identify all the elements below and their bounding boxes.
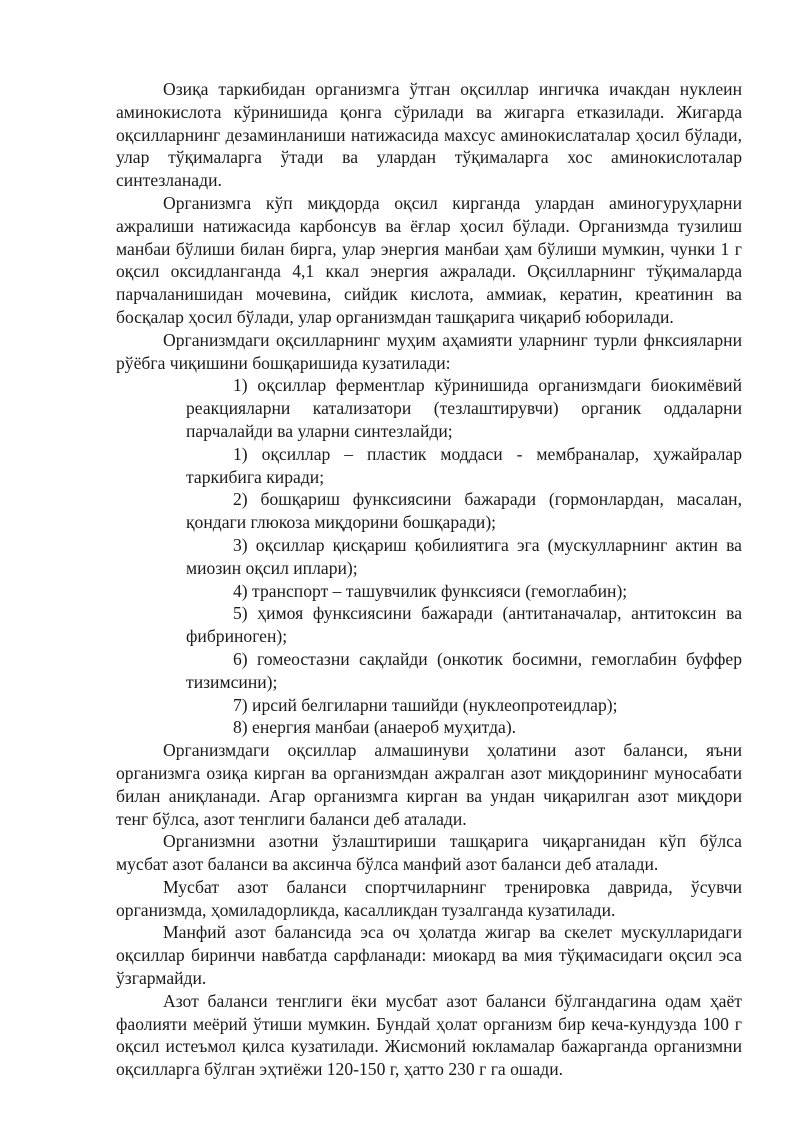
paragraph-positive-negative-balance: Организмни азотни ўзлаштириши ташқарига чиқарганидан кўп бўлса мусбат азот баланси ва аксинча бўлса манфий азот баланси деб аталади.: [116, 831, 742, 875]
paragraph-negative-balance: Манфий азот балансида эса оч ҳолатда жигар ва скелет мускулларидаги оқсиллар биринчи навбатда сарфланади: миокард ва мия тўқимасидаги оқсил эса ўзгармайди.: [116, 922, 742, 989]
list-item: 2) бошқариш функсиясини бажаради (гормонлардан, масалан, қондаги глюкоза миқдорини бошқаради);: [186, 489, 742, 533]
list-item: 8) енергия манбаи (анаероб муҳитда).: [233, 717, 517, 738]
paragraph-protein-requirement: Азот баланси тенглиги ёки мусбат азот баланси бўлгандагина одам ҳаёт фаолияти меёрий ўтиши мумкин. Бундай ҳолат организм бир кеча-кундузда 100 г оқсил истеъмол қилса кузатилади. Жисмоний юкламалар бажарганда организмни оқсилларга бўлган эҳтиёжи 120-150 г, ҳатто 230 г га ошади.: [116, 990, 742, 1080]
list-item: 1) оқсиллар – пластик моддаси - мембраналар, ҳужайралар таркибига киради;: [186, 443, 742, 487]
list-item: 1) оқсиллар ферментлар кўринишида организмдаги биокимёвий реакцияларни катализатори (тезлаштирувчи) органик оддаларни парчалайди ва уларни синтезлайди;: [186, 375, 742, 441]
paragraph-energy-source: Организмга кўп миқдорда оқсил кирганда улардан аминогуруҳларни ажралиши натижасида карбонсув ва ёғлар ҳосил бўлади. Организмда тузилиш манбаи бўлиши билан бирга, улар энергия манбаи ҳам бўлиши мумкин, чунки 1 г оқсил оксидланганда 4,1 ккал энергия ажралади. Оқсилларнинг тўқималарда парчаланишидан мочевина, сийдик кислота, аммиак, кератин, креатинин ва босқалар ҳосил бўлади, улар организмдан ташқарига чиқариб юборилади.: [116, 192, 742, 327]
paragraph-positive-balance-cases: Мусбат азот баланси спортчиларнинг тренировка даврида, ўсувчи организмда, ҳомиладорликда, касалликдан тузалганда кузатилади.: [116, 876, 742, 920]
list-item: 3) оқсиллар қисқариш қобилиятига эга (мускулларнинг актин ва миозин оқсил иплари);: [186, 534, 742, 578]
list-item: 5) ҳимоя функсиясини бажаради (антитаначалар, антитоксин ва фибриноген);: [186, 603, 742, 647]
paragraph-absorption: Озиқа таркибидан организмга ўтган оқсиллар ингичка ичакдан нуклеин аминокислота кўринишида қонга сўрилади ва жигарга етказилади. Жигарда оқсилларнинг дезаминланиши натижасида махсус аминокислаталар ҳосил бўлади, улар тўқималарга ўтади ва улардан тўқималарга хос аминокислоталар синтезланади.: [116, 79, 742, 191]
functions-list: [186, 374, 742, 739]
paragraph-functions-intro: Организмдаги оқсилларнинг муҳим аҳамияти уларнинг турли фнксияларни рўёбга чиқишини бошқаришида кузатилади:: [116, 329, 742, 373]
list-item: 7) ирсий белгиларни ташийди (нуклеопротеидлар);: [233, 694, 618, 715]
paragraph-nitrogen-balance: Организмдаги оқсиллар алмашинуви ҳолатини азот баланси, яъни организмга озиқа кирган ва организмдан ажралган азот миқдорининг муносабати билан аниқланади. Агар организмга кирган ва ундан чиқарилган азот миқдори тенг бўлса, азот тенглиги баланси деб аталади.: [116, 740, 742, 829]
list-item: 6) гомеостазни сақлайди (онкотик босимни, гемоглабин буффер тизимсини);: [186, 648, 742, 692]
list-item: 4) транспорт – ташувчилик функсияси (гемоглабин);: [233, 580, 628, 601]
